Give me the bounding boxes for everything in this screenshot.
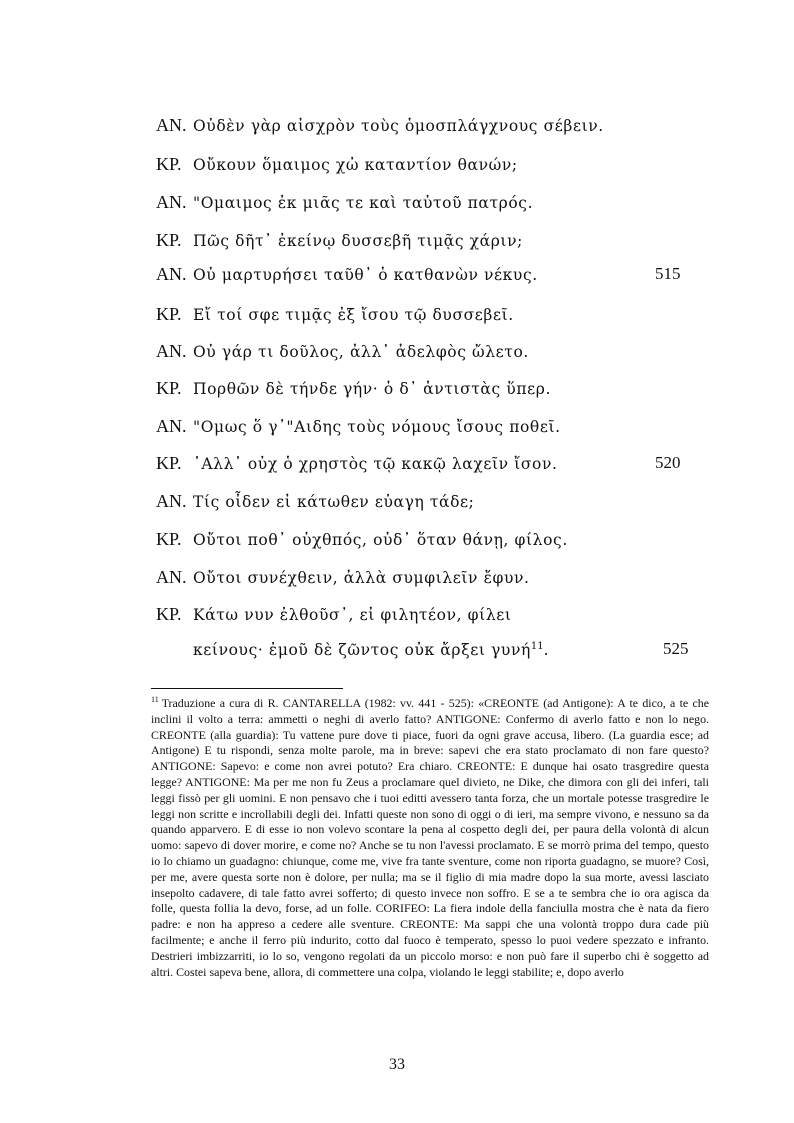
verse-text — [193, 340, 529, 364]
speaker-label: AN. — [156, 264, 187, 284]
speaker-label: KP. — [156, 529, 182, 549]
footnote-text: Traduzione a cura di R. CANTARELLA (1982: vv. 441 - 525): «CREONTE (ad Antigone): A te dico, a te che inclini il volto a terra: ammetti o neghi di averlo fatto? ANTIGONE: Confermo di averlo fatto e non lo nego. CREONTE (alla guardia): Tu vattene pure dove ti piace, fuori da ogni grave accusa, libero. (La guardia esce; ad Antigone) E tu rispondi, senza molte parole, ma in breve: sapevi che era stato proclamato di non fare questo? ANTIGONE: Sapevo: e come non avrei potuto? Era chiaro. CREONTE: E dunque hai osato trasgredire questa legge? ANTIGONE: Ma per me non fu Zeus a proclamare quel divieto, ne Dike, che dimora con gli dei inferi, tali leggi fissò per gli uomini. E non pensavo che i tuoi editti avessero tanta forza, che un mortale potesse trasgredire le leggi non scritte e incrollabili degli dei. Infatti queste non sono di oggi o di ieri, ma sempre vivono, e nessuno sa da quando apparvero. E di esse io non volevo scontare la pena al cospetto degli dei, per paura della volontà di alcun uomo: sapevo di dover morire, e come no? Anche se tu non l'avessi proclamato. E se morrò prima del tempo, questo io lo chiamo un guadagno: chiunque, come me, vive fra tante sventure, come non riporta guadagno, se muore? Così, per me, avere questa sorte non è dolore, per nulla; ma se il figlio di mia madre dopo la sua morte, avessi lasciato insepolto cadavere, di tale fatto avrei sofferto; di questo invece non soffro. E se a te sembra che io ora agisca da folle, questa follia la devo, forse, ad un folle. CORIFEO: La fiera indole della fanciulla mostra che è nata da fiero padre: e non ha appreso a cedere alle sventure. CREONTE: Ma sappi che una volontà troppo dura cade più facilmente; e anche il ferro più indurito, cotto dal fuoco è temperato, spesso lo puoi vedere spezzato e infranto. Destrieri imbizzarriti, io lo so, vengono regolati da un piccolo morso: e non può fare il superbo chi è soggetto ad altri. Costei sapeva bene, allora, di commettere una colpa, violando le leggi stabilite; e, dopo averlo — [151, 696, 709, 979]
speaker-label: AN. — [156, 567, 187, 587]
verse-text — [193, 490, 474, 514]
verse-line — [0, 637, 794, 661]
verse-text — [193, 114, 604, 138]
speaker-label: AN. — [156, 115, 187, 135]
verse-line — [0, 302, 794, 326]
verse-line — [0, 527, 794, 551]
footnote — [151, 696, 709, 980]
speaker-label: KP. — [156, 154, 182, 174]
verse-text-content: Οὐδὲν γὰρ αἰσχρὸν τοὺς ὁμοσπλάγχνους σέβειν. — [193, 117, 604, 135]
verse-text-content: "Ομαιμος ἐκ μιᾶς τε καὶ ταὐτοῦ πατρός. — [193, 194, 534, 212]
verse-text-content: Πορθῶν δὲ τήνδε γήν· ὁ δ᾽ ἀντιστὰς ὕπερ. — [193, 380, 551, 398]
verse-text-content: ᾽Αλλ᾽ οὐχ ὁ χρηστὸς τῷ κακῷ λαχεῖν ἴσον. — [193, 455, 558, 473]
verse-line — [0, 113, 794, 137]
footnote-separator — [151, 688, 343, 689]
line-number: 520 — [655, 453, 681, 472]
verse-text-content: Εἴ τοί σφε τιμᾷς ἐξ ἴσου τῷ δυσσεβεῖ. — [193, 306, 514, 324]
speaker-label: KP. — [156, 230, 182, 250]
verse-text — [193, 566, 530, 590]
verse-text — [193, 528, 568, 552]
verse-text — [193, 303, 514, 327]
speaker-label: AN. — [156, 416, 187, 436]
speaker-label: KP. — [156, 604, 182, 624]
verse-text-content: Κάτω νυν ἐλθοῦσ᾽, εἰ φιλητέον, φίλει — [193, 606, 512, 624]
verse-text — [193, 452, 558, 476]
verse-text — [193, 415, 561, 439]
verse-line — [0, 414, 794, 438]
footnote-number: 11 — [151, 695, 159, 705]
verse-line — [0, 489, 794, 513]
footnote-reference[interactable]: 11 — [530, 640, 544, 652]
verse-line — [0, 565, 794, 589]
verse-text-content: Πῶς δῆτ᾽ ἐκείνῳ δυσσεβῆ τιμᾷς χάριν; — [193, 232, 523, 250]
verse-line — [0, 190, 794, 214]
verse-text — [193, 377, 551, 401]
verse-line — [0, 152, 794, 176]
verse-text-content: κείνους· ἐμοῦ δὲ ζῶντος οὐκ ἄρξει γυνή — [193, 641, 531, 659]
line-number: 525 — [663, 639, 689, 658]
verse-text — [193, 603, 512, 627]
verse-line — [0, 451, 794, 475]
verse-text — [193, 191, 533, 215]
verse-line — [0, 602, 794, 626]
verse-text-content: Οὐ γάρ τι δοῦλος, ἀλλ᾽ ἀδελφὸς ὤλετο. — [193, 343, 529, 361]
verse-text-content: Οὔτοι ποθ᾽ οὑχθπός, οὐδ᾽ ὅταν θάνῃ, φίλος. — [193, 531, 568, 549]
page-number: 33 — [389, 1056, 405, 1073]
verse-line — [0, 228, 794, 252]
speaker-label: AN. — [156, 341, 187, 361]
verse-text-content: "Ομως ὅ γ᾽"Αιδης τοὺς νόμους ἴσους ποθεῖ. — [193, 418, 561, 436]
verse-text — [193, 638, 549, 662]
verse-text-content: Οὐ μαρτυρήσει ταῦθ᾽ ὁ κατθανὼν νέκυς. — [193, 266, 538, 284]
speaker-label: KP. — [156, 304, 182, 324]
verse-text-content: Τίς οἶδεν εἰ κάτωθεν εὐαγη τάδε; — [193, 493, 475, 511]
verse-text — [193, 153, 518, 177]
speaker-label: AN. — [156, 491, 187, 511]
verse-line — [0, 339, 794, 363]
line-number: 515 — [655, 264, 681, 283]
speaker-label: AN. — [156, 192, 187, 212]
verse-text — [193, 263, 538, 287]
verse-line — [0, 376, 794, 400]
verse-line — [0, 262, 794, 286]
verse-period: . — [543, 641, 550, 659]
speaker-label: KP. — [156, 378, 182, 398]
verse-text-content: Οὔτοι συνέχθειν, ἀλλὰ συμφιλεῖν ἔφυν. — [193, 569, 530, 587]
verse-text-content: Οὔκουν ὅμαιμος χὠ καταντίον θανών; — [193, 156, 518, 174]
speaker-label: KP. — [156, 453, 182, 473]
verse-text — [193, 229, 523, 253]
